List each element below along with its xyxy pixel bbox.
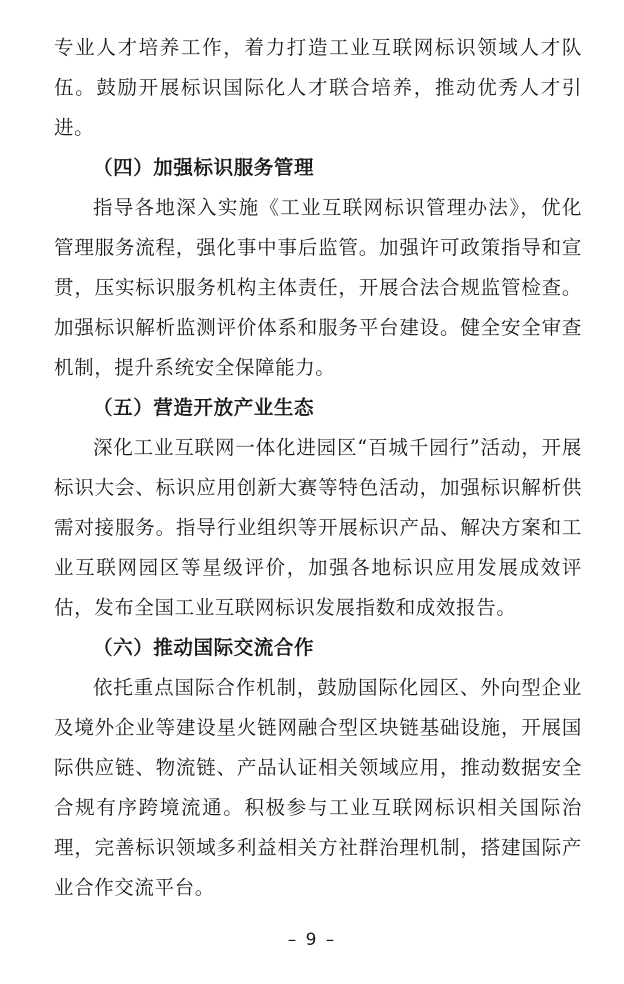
body-paragraph: 专业人才培养工作，着力打造工业互联网标识领域人才队伍。鼓励开展标识国际化人才联合培养，推动优秀人才引进。 (54, 36, 582, 139)
section-heading: （六）推动国际交流合作 (93, 636, 315, 659)
body-paragraph: 指导各地深入实施《工业互联网标识管理办法》，优化管理服务流程，强化事中事后监管。加强许可政策指导和宣贯，压实标识服务机构主体责任，开展合法合规监管检查。加强标识解析监测评价体系和服务平台建设。健全安全审查机制，提升系统安全保障能力。 (54, 196, 582, 379)
section-heading: （四）加强标识服务管理 (93, 156, 315, 179)
page-number: – 9 – (287, 930, 337, 950)
document-body (54, 28, 582, 908)
body-paragraph: 依托重点国际合作机制，鼓励国际化园区、外向型企业及境外企业等建设星火链网融合型区块链基础设施，开展国际供应链、物流链、产品认证相关领域应用，推动数据安全合规有序跨境流通。积极参与工业互联网标识相关国际治理，完善标识领域多利益相关方社群治理机制，搭建国际产业合作交流平台。 (54, 676, 582, 899)
section-heading: （五）营造开放产业生态 (93, 396, 315, 419)
body-paragraph: 深化工业互联网一体化进园区“百城千园行”活动，开展标识大会、标识应用创新大赛等特色活动，加强标识解析供需对接服务。指导行业组织等开展标识产品、解决方案和工业互联网园区等星级评价，加强各地标识应用发展成效评估，发布全国工业互联网标识发展指数和成效报告。 (54, 436, 582, 619)
